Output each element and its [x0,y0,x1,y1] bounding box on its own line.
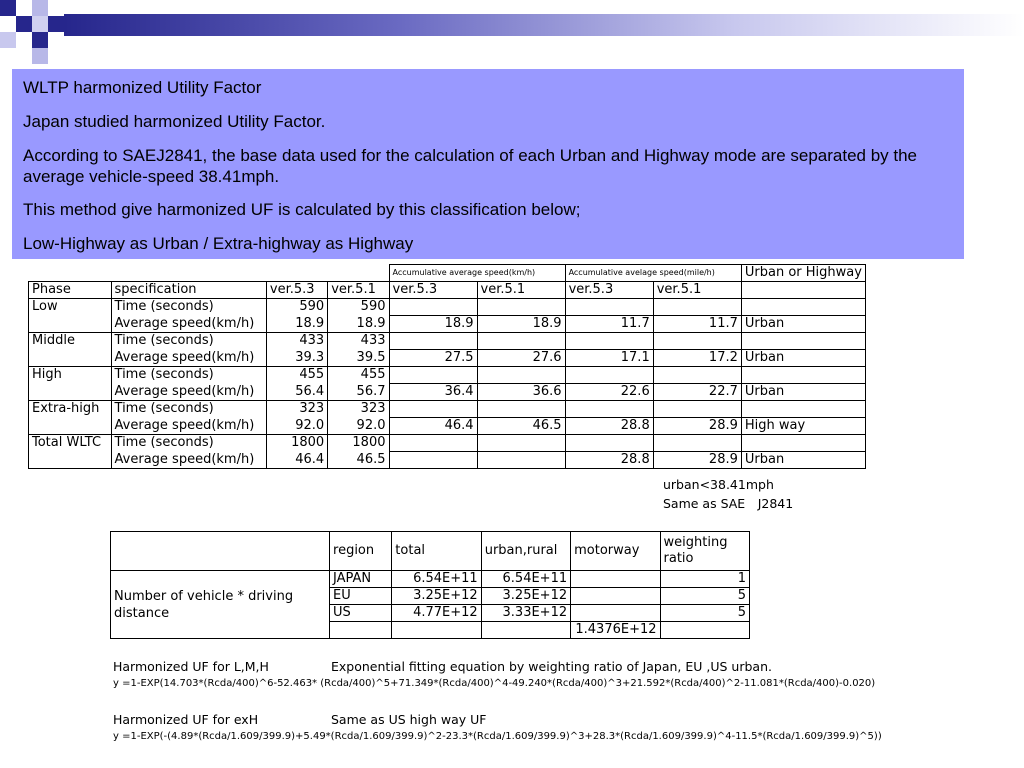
urban-cell: 3.33E+12 [481,605,570,622]
phase-cell: Low [29,299,112,333]
value-cell: 92.0 [266,418,327,435]
row-label-cell [111,571,330,639]
value-cell: 17.2 [653,350,741,367]
deco-square [0,0,16,16]
ratio-cell: 5 [660,605,749,622]
region-cell: EU [330,588,392,605]
ratio-cell: 5 [660,588,749,605]
value-cell: 39.3 [266,350,327,367]
col-header: ver.5.3 [389,282,477,299]
group-header-mph: Accumulative avelage speed(mile/h) [565,265,741,282]
table-row [29,299,866,316]
value-cell: 455 [328,367,389,384]
lmh-equation: y =1-EXP(14.703*(Rcda/400)^6-52.463* (Rcda/400)^5+71.349*(Rcda/400)^4-49.240*(Rcda/400)^3+21.592*(Rcda/400)^2-11.081*(Rcda/400)-0.020) [113,678,876,689]
header-gradient-bar [64,14,1024,36]
col-header-total: total [392,532,481,571]
region-cell: JAPAN [330,571,392,588]
description-line: According to SAEJ2841, the base data used for the calculation of each Urban and Highway mode are separated by the average vehicle-speed 38.41mph. [23,146,918,186]
class-cell: Urban [741,384,865,401]
table-row [29,452,866,469]
phase-cell: Middle [29,333,112,367]
value-cell: 28.9 [653,418,741,435]
lmh-label: Harmonized UF for L,M,H [113,659,269,674]
exh-description: Same as US high way UF [331,712,487,727]
col-header: ver.5.1 [328,282,389,299]
ratio-cell: 1 [660,571,749,588]
phase-cell: Total WLTC [29,435,112,469]
header-banner [12,69,964,259]
deco-square [32,32,48,48]
urban-threshold-note: urban<38.41mph [663,477,774,492]
table-row [29,367,866,384]
spec-cell: Time (seconds) [111,435,266,452]
intro-line: Japan studied harmonized Utility Factor. [23,112,326,131]
total-cell: 3.25E+12 [392,588,481,605]
col-header-region: region [330,532,392,571]
value-cell: 46.5 [328,452,389,469]
value-cell: 11.7 [653,316,741,333]
value-cell [389,452,477,469]
col-header-empty [741,282,865,299]
value-cell: 455 [266,367,327,384]
phase-cell: High [29,367,112,401]
col-header: specification [111,282,266,299]
row-label-line: Number of vehicle * driving [114,588,294,604]
ratio-cell [660,622,749,639]
value-cell: 433 [328,333,389,350]
total-cell: 6.54E+11 [392,571,481,588]
phase-speed-table [28,264,866,469]
sae-reference-note: Same as SAE J2841 [663,496,794,511]
class-cell: High way [741,418,865,435]
value-cell: 46.4 [389,418,477,435]
value-cell: 39.5 [328,350,389,367]
value-cell: 27.6 [477,350,565,367]
weighting-rows [111,571,750,639]
value-cell: 46.5 [477,418,565,435]
slide-title: WLTP harmonized Utility Factor [23,78,262,97]
total-cell: 4.77E+12 [392,605,481,622]
spec-cell: Average speed(km/h) [111,384,266,401]
group-header-kmh: Accumulative average speed(km/h) [389,265,565,282]
region-cell [330,622,392,639]
spec-cell: Average speed(km/h) [111,316,266,333]
value-cell [477,452,565,469]
value-cell: 22.6 [565,384,653,401]
deco-square [16,16,32,32]
value-cell: 27.5 [389,350,477,367]
deco-square [48,16,64,32]
row-label-line: distance [114,605,170,621]
value-cell: 11.7 [565,316,653,333]
total-cell [392,622,481,639]
table-row [29,333,866,350]
deco-square [0,32,16,48]
col-header-urban-rural: urban,rural [481,532,570,571]
value-cell: 28.8 [565,418,653,435]
value-cell: 18.9 [477,316,565,333]
value-cell: 22.7 [653,384,741,401]
value-cell: 36.6 [477,384,565,401]
spec-cell: Average speed(km/h) [111,350,266,367]
deco-square [16,0,32,16]
urban-cell: 6.54E+11 [481,571,570,588]
motorway-cell [571,605,660,622]
group-header-row [29,265,866,282]
deco-square [32,16,48,32]
group-header-class: Urban or Highway [741,265,865,282]
value-cell: 590 [266,299,327,316]
value-cell: 46.4 [266,452,327,469]
class-cell: Urban [741,452,865,469]
value-cell: 17.1 [565,350,653,367]
phase-rows [29,299,866,469]
col-header: ver.5.3 [565,282,653,299]
value-cell: 323 [266,401,327,418]
col-header: ver.5.1 [477,282,565,299]
deco-square [32,0,48,16]
table-row [29,384,866,401]
spec-cell: Time (seconds) [111,333,266,350]
class-cell: Urban [741,316,865,333]
urban-cell: 3.25E+12 [481,588,570,605]
phase-cell: Extra-high [29,401,112,435]
value-cell: 590 [328,299,389,316]
value-cell: 18.9 [328,316,389,333]
spec-cell: Time (seconds) [111,299,266,316]
value-cell: 92.0 [328,418,389,435]
ratio-label: ratio [663,551,694,566]
value-cell: 56.7 [328,384,389,401]
motorway-cell: 1.4376E+12 [571,622,660,639]
col-header: Phase [29,282,112,299]
class-cell: Urban [741,350,865,367]
table-row [29,316,866,333]
weighting-label: weighting [663,535,728,550]
table-row [29,401,866,418]
value-cell: 56.4 [266,384,327,401]
value-cell: 36.4 [389,384,477,401]
spec-cell: Time (seconds) [111,401,266,418]
table-row [29,418,866,435]
value-cell: 323 [328,401,389,418]
classification-line: Low-Highway as Urban / Extra-highway as Highway [23,234,414,253]
col-header-motorway: motorway [571,532,660,571]
method-line: This method give harmonized UF is calculated by this classification below; [23,200,581,219]
weighting-table [110,531,750,639]
table-row [111,571,750,588]
exh-equation: y =1-EXP(-(4.89*(Rcda/1.609/399.9)+5.49*(Rcda/1.609/399.9)^2-23.3*(Rcda/1.609/399.9)^3+28.3*(Rcda/1.609/399.9)^4-11.5*(Rcda/1.609/399.9)^5)) [113,731,882,742]
region-cell: US [330,605,392,622]
spec-cell: Average speed(km/h) [111,452,266,469]
value-cell: 18.9 [389,316,477,333]
deco-square [32,48,48,64]
header-row [29,282,866,299]
value-cell: 433 [266,333,327,350]
value-cell: 1800 [266,435,327,452]
urban-cell [481,622,570,639]
motorway-cell [571,588,660,605]
value-cell: 1800 [328,435,389,452]
col-header: ver.5.3 [266,282,327,299]
value-cell: 28.8 [565,452,653,469]
lmh-description: Exponential fitting equation by weighting ratio of Japan, EU ,US urban. [331,659,772,674]
col-header-weighting [660,532,749,571]
spec-cell: Time (seconds) [111,367,266,384]
value-cell: 18.9 [266,316,327,333]
motorway-cell [571,571,660,588]
spec-cell: Average speed(km/h) [111,418,266,435]
value-cell: 28.9 [653,452,741,469]
col-header: ver.5.1 [653,282,741,299]
table-row [29,350,866,367]
table-row [29,435,866,452]
exh-label: Harmonized UF for exH [113,712,259,727]
weighting-header-row [111,532,750,571]
